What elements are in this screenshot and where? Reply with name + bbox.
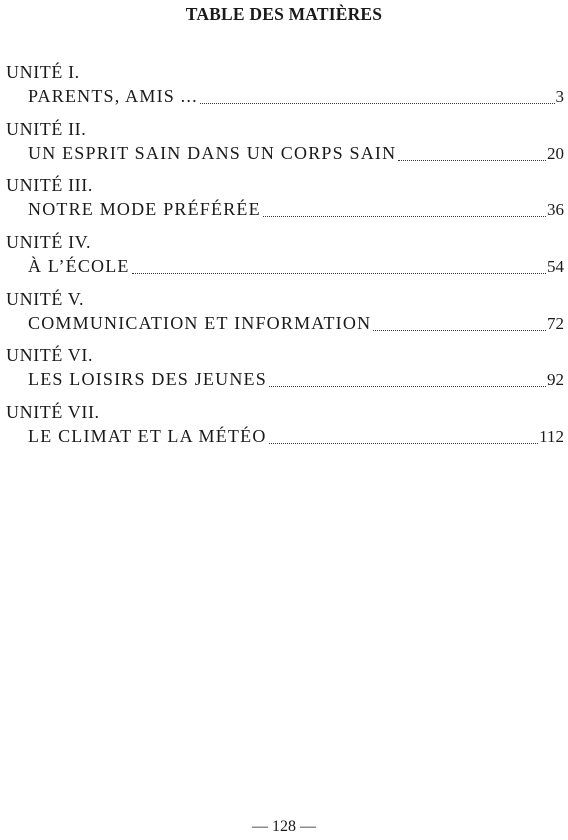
chapter-title: LES LOISIRS DES JEUNES: [28, 369, 267, 390]
page-title: TABLE DES MATIÈRES: [185, 4, 383, 24]
toc-line: [28, 367, 564, 391]
unit-label: UNITÉ VII.: [6, 402, 100, 423]
dot-leader: [200, 102, 555, 104]
unit-label: UNITÉ II.: [6, 118, 87, 139]
chapter-title: COMMUNICATION ET INFORMATION: [28, 312, 372, 333]
page-number: — 128 —: [252, 818, 316, 835]
dot-leader: [263, 215, 546, 217]
unit-label: UNITÉ V.: [6, 288, 85, 309]
chapter-page-number: 36: [547, 200, 564, 220]
chapter-page-number: 92: [547, 370, 564, 390]
dot-leader: [132, 272, 546, 274]
toc-entry-unit-1: [6, 60, 564, 117]
dot-leader: [269, 442, 539, 444]
chapter-title: PARENTS, AMIS ...: [28, 86, 198, 106]
unit-label: UNITÉ IV.: [6, 232, 92, 253]
toc-entry-unit-7: [6, 400, 564, 457]
chapter-page-number: 54: [547, 257, 564, 277]
toc-line: [28, 311, 564, 335]
chapter-title: LE CLIMAT ET LA MÉTÉO: [28, 426, 267, 447]
toc-entry-unit-3: [6, 173, 564, 230]
toc-line: [28, 197, 564, 221]
chapter-page-number: 3: [555, 87, 564, 106]
toc-line: [28, 254, 564, 278]
dot-leader: [398, 159, 546, 161]
toc-line: [28, 84, 564, 108]
table-of-contents: [6, 60, 564, 457]
toc-entry-unit-4: [6, 230, 564, 287]
dot-leader: [373, 329, 546, 331]
chapter-page-number: 72: [547, 313, 564, 333]
toc-line: [28, 141, 564, 165]
toc-line: [28, 424, 564, 448]
chapter-page-number: 20: [547, 143, 564, 163]
unit-label: UNITÉ I.: [6, 62, 80, 82]
unit-label: UNITÉ VI.: [6, 345, 94, 366]
dot-leader: [269, 385, 546, 387]
chapter-title: À L’ÉCOLE: [28, 256, 130, 277]
chapter-page-number: 112: [539, 427, 564, 447]
chapter-title: NOTRE MODE PRÉFÉRÉE: [28, 199, 261, 220]
toc-entry-unit-2: [6, 117, 564, 174]
toc-entry-unit-5: [6, 287, 564, 344]
unit-label: UNITÉ III.: [6, 175, 93, 196]
toc-entry-unit-6: [6, 343, 564, 400]
chapter-title: UN ESPRIT SAIN DANS UN CORPS SAIN: [28, 142, 397, 163]
